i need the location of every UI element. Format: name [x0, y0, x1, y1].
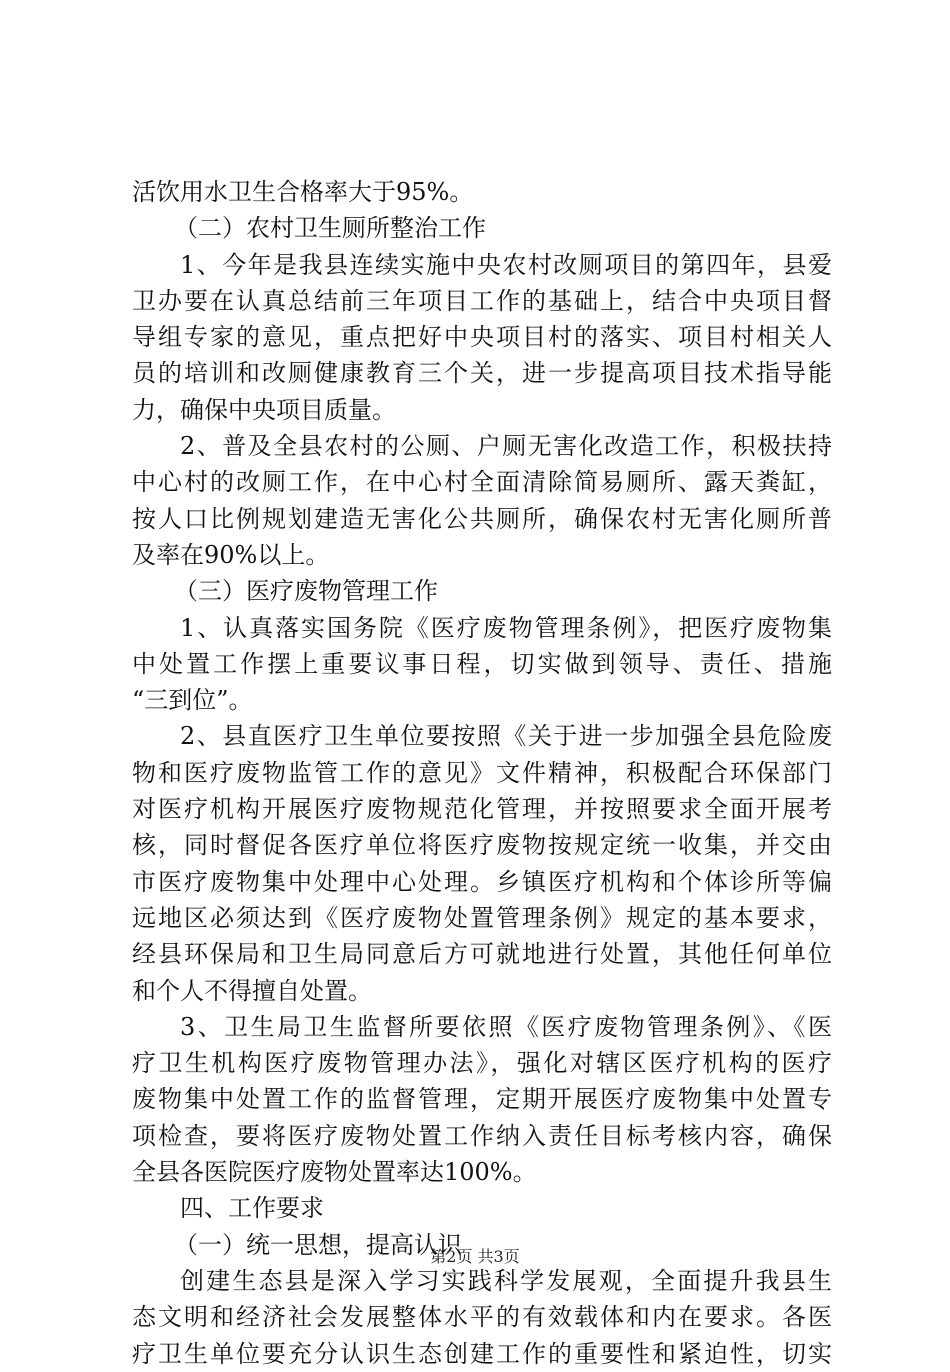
text-line: 力，确保中央项目质量。: [132, 395, 396, 424]
text-line: 2、县直医疗卫生单位要按照《关于进一步加强全县危险废: [180, 722, 832, 751]
text-line: 核，同时督促各医疗单位将医疗废物按规定统一收集，并交由: [132, 831, 832, 860]
text-line: 物和医疗废物监管工作的意见》文件精神，积极配合环保部门: [132, 758, 832, 787]
text-line: 疗卫生单位要充分认识生态创建工作的重要性和紧迫性，切实: [132, 1339, 832, 1368]
text-line: 全县各医院医疗废物处置率达100%。: [132, 1158, 537, 1187]
text-line: 2、普及全县农村的公厕、户厕无害化改造工作，积极扶持: [180, 432, 832, 461]
text-line: “三到位”。: [132, 686, 253, 715]
text-line: 导组专家的意见，重点把好中央项目村的落实、项目村相关人: [132, 323, 832, 352]
text-line: 员的培训和改厕健康教育三个关，进一步提高项目技术指导能: [132, 359, 832, 388]
text-line: 废物集中处置工作的监督管理，定期开展医疗废物集中处置专: [132, 1085, 832, 1114]
page-number-footer: 第2页 共3页: [430, 1247, 520, 1266]
text-line: 市医疗废物集中处理中心处理。乡镇医疗机构和个体诊所等偏: [132, 867, 832, 896]
text-line: 及率在90%以上。: [132, 540, 330, 569]
text-line: 中心村的改厕工作，在中心村全面清除简易厕所、露天粪缸，: [132, 468, 832, 497]
text-line: 经县环保局和卫生局同意后方可就地进行处置，其他任何单位: [132, 940, 832, 969]
text-line: 远地区必须达到《医疗废物处置管理条例》规定的基本要求，: [132, 903, 832, 932]
text-line: 中处置工作摆上重要议事日程，切实做到领导、责任、措施: [132, 649, 832, 678]
section-heading: （一）统一思想，提高认识: [174, 1230, 462, 1259]
text-line: 3、卫生局卫生监督所要依照《医疗废物管理条例》、《医: [180, 1012, 832, 1041]
text-line: 按人口比例规划建造无害化公共厕所，确保农村无害化厕所普: [132, 504, 832, 533]
text-line: 项检查，要将医疗废物处置工作纳入责任目标考核内容，确保: [132, 1121, 832, 1150]
text-line: 疗卫生机构医疗废物管理办法》，强化对辖区医疗机构的医疗: [132, 1049, 832, 1078]
document-body: [132, 174, 832, 1372]
text-line: 对医疗机构开展医疗废物规范化管理，并按照要求全面开展考: [132, 795, 832, 824]
text-line: 态文明和经济社会发展整体水平的有效载体和内在要求。各医: [132, 1303, 832, 1332]
text-line: 和个人不得擅自处置。: [132, 976, 372, 1005]
section-heading: （二）农村卫生厕所整治工作: [174, 214, 486, 243]
section-heading: 四、工作要求: [180, 1194, 324, 1223]
text-line: 1、今年是我县连续实施中央农村改厕项目的第四年，县爱: [180, 250, 832, 279]
text-line: 活饮用水卫生合格率大于95%。: [132, 178, 474, 206]
text-line: 创建生态县是深入学习实践科学发展观，全面提升我县生: [180, 1266, 832, 1295]
text-line: 1、认真落实国务院《医疗废物管理条例》，把医疗废物集: [180, 613, 832, 642]
text-line: 卫办要在认真总结前三年项目工作的基础上，结合中央项目督: [132, 286, 832, 315]
section-heading: （三）医疗废物管理工作: [174, 577, 438, 606]
